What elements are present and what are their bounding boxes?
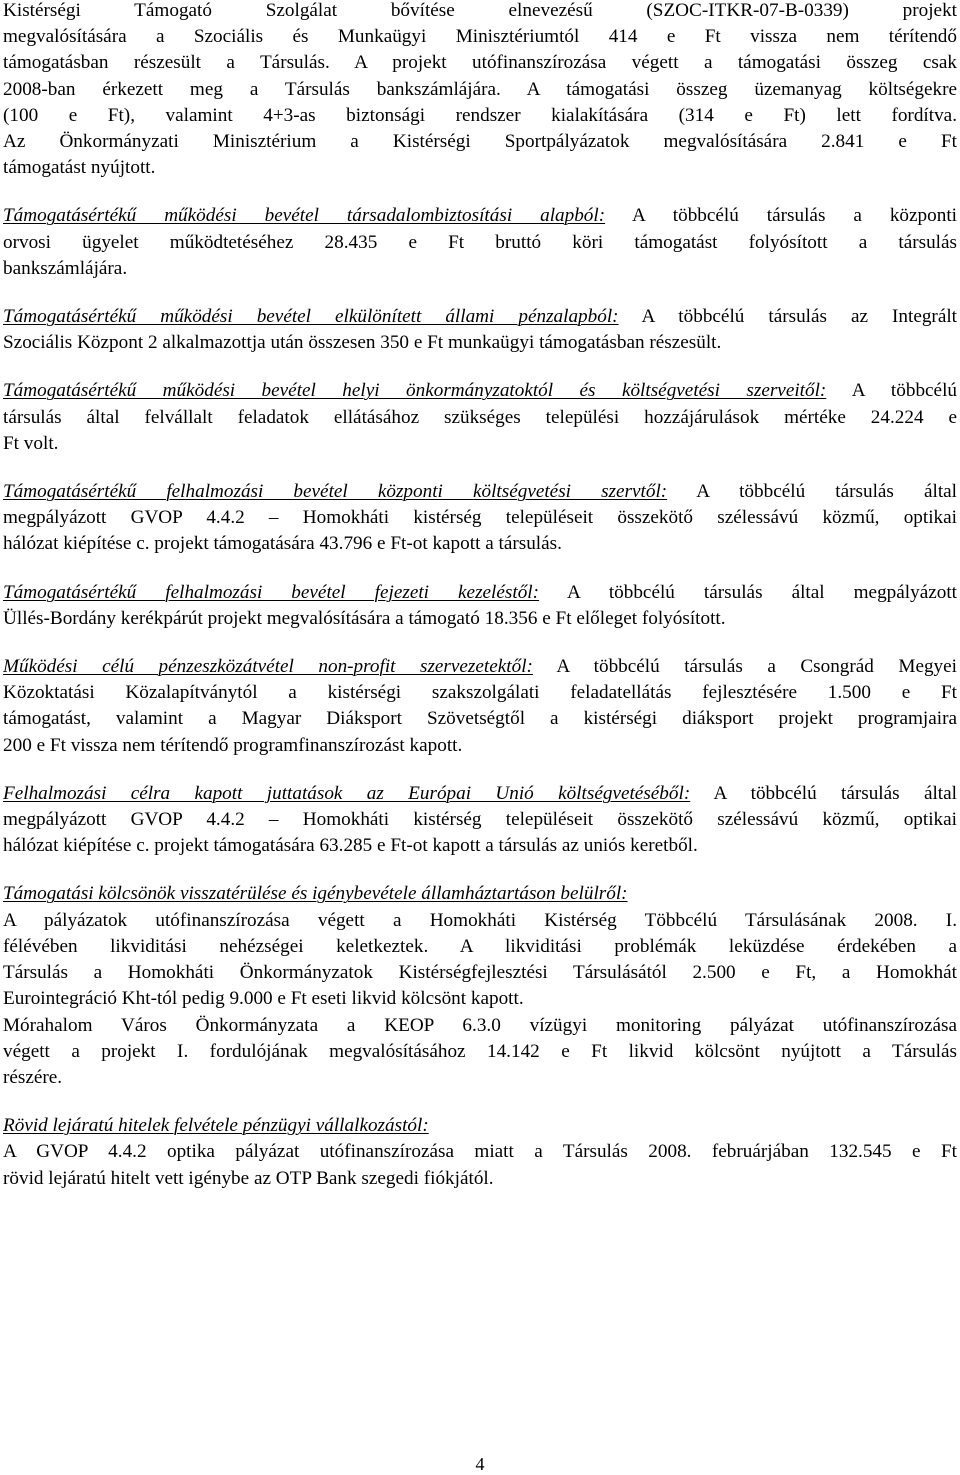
text-line: végett a projekt I. fordulójának megvalósításához 14.142 e Ft likvid kölcsönt nyújtott a Társulás <box>3 1040 957 1062</box>
heading-continuation: A többcélú társulás a központi <box>605 205 957 227</box>
section-heading: Felhalmozási célra kapott juttatások az Európai Unió költségvetéséből: <box>3 782 691 804</box>
section-heading: Támogatásértékű működési bevétel helyi önkormányzatoktól és költségvetési szerveitől: <box>3 380 827 402</box>
heading-continuation: A többcélú társulás a Csongrád Megyei <box>532 656 957 678</box>
text-line <box>3 881 957 907</box>
text-line: Ft volt. <box>3 432 59 454</box>
section-heading: Támogatásértékű működési bevétel társadalombiztosítási alapból: <box>3 205 606 227</box>
page-number: 4 <box>475 1454 485 1474</box>
text-line: Társulás a Homokháti Önkormányzatok Kistérségfejlesztési Társulásától 2.500 e Ft, a Homokhát <box>3 962 957 984</box>
text-line: részére. <box>3 1066 63 1088</box>
text-line: 200 e Ft vissza nem térítendő programfinanszírozást kapott. <box>3 734 463 756</box>
text-line: megpályázott GVOP 4.4.2 – Homokháti kistérség településeit összekötő szélessávú közmű, optikai <box>3 507 957 529</box>
text-line: támogatásban részesült a Társulás. A projekt utófinanszírozása végett a támogatási összeg csak <box>3 52 957 74</box>
paragraph-kozponti-szerv <box>3 479 957 558</box>
text-line <box>3 654 957 680</box>
text-line <box>3 304 957 330</box>
text-line: A GVOP 4.4.2 optika pályázat utófinanszírozása miatt a Társulás 2008. februárjában 132.545 e Ft <box>3 1141 957 1163</box>
section-heading: Támogatásértékű felhalmozási bevétel központi költségvetési szervtől: <box>3 481 668 503</box>
text-line <box>3 580 957 606</box>
text-line: hálózat kiépítése c. projekt támogatására 43.796 e Ft-ot kapott a társulás. <box>3 533 562 555</box>
text-line <box>3 378 957 404</box>
paragraph-non-profit <box>3 654 957 759</box>
paragraph-fejezeti-kezeles <box>3 580 957 632</box>
text-line: Szociális Központ 2 alkalmazottja után összesen 350 e Ft munkaügyi támogatásban részesült. <box>3 332 722 354</box>
paragraph-allami-penzalap <box>3 304 957 356</box>
text-line: megvalósítására a Szociális és Munkaügyi Minisztériumtól 414 e Ft vissza nem térítendő <box>3 26 957 48</box>
text-line: 2008-ban érkezett meg a Társulás bankszámlájára. A támogatási összeg üzemanyag költségekre <box>3 78 957 100</box>
text-line: Kistérségi Támogató Szolgálat bővítése elnevezésű (SZOC-ITKR-07-B-0339) projekt <box>3 0 957 21</box>
text-line: társulás által felvállalt feladatok ellátásához szükséges települési hozzájárulások mértéke 24.224 e <box>3 406 957 428</box>
text-line: támogatást nyújtott. <box>3 157 156 179</box>
text-line: orvosi ügyelet működtetéséhez 28.435 e Ft bruttó köri támogatást folyósított a társulás <box>3 231 957 253</box>
heading-continuation: A többcélú <box>826 380 957 402</box>
text-line: A pályázatok utófinanszírozása végett a Homokháti Kistérség Többcélú Társulásának 2008. I. <box>3 909 957 931</box>
paragraph-rovid-hitelek <box>3 1113 957 1192</box>
paragraph-kolcsonok <box>3 881 957 1091</box>
text-line: félévében likviditási nehézségei keletkeztek. A likviditási problémák leküzdése érdekében a <box>3 935 957 957</box>
text-line: Az Önkormányzati Minisztérium a Kistérségi Sportpályázatok megvalósítására 2.841 e Ft <box>3 131 957 153</box>
document-page <box>3 0 957 1192</box>
text-line: Mórahalom Város Önkormányzata a KEOP 6.3.0 vízügyi monitoring pályázat utófinanszírozása <box>3 1014 957 1036</box>
text-line: támogatást, valamint a Magyar Diáksport Szövetségtől a kistérségi diáksport projekt programjaira <box>3 708 957 730</box>
paragraph-eu <box>3 781 957 860</box>
text-line <box>3 203 957 229</box>
heading-continuation: A többcélú társulás által <box>690 782 957 804</box>
section-heading: Támogatási kölcsönök visszatérülése és igénybevétele államháztartáson belülről: <box>3 883 628 905</box>
text-line: rövid lejáratú hitelt vett igénybe az OTP Bank szegedi fiókjától. <box>3 1167 494 1189</box>
paragraph-intro <box>3 0 957 181</box>
heading-continuation: A többcélú társulás az Integrált <box>618 306 957 328</box>
heading-continuation: A többcélú társulás által megpályázott <box>539 581 957 603</box>
text-line: Eurointegráció Kht-tól pedig 9.000 e Ft eseti likvid kölcsönt kapott. <box>3 988 524 1010</box>
text-line <box>3 479 957 505</box>
heading-continuation: A többcélú társulás által <box>667 481 957 503</box>
text-line: (100 e Ft), valamint 4+3-as biztonsági rendszer kialakítására (314 e Ft) lett fordítva. <box>3 104 957 126</box>
paragraph-tb-alap <box>3 203 957 282</box>
section-heading: Működési célú pénzeszközátvétel non-profit szervezetektől: <box>3 656 533 678</box>
section-heading: Rövid lejáratú hitelek felvétele pénzügyi vállalkozástól: <box>3 1115 429 1137</box>
section-heading: Támogatásértékű működési bevétel elkülönített állami pénzalapból: <box>3 306 619 328</box>
text-line: Üllés-Bordány kerékpárút projekt megvalósítására a támogató 18.356 e Ft előleget folyósított. <box>3 607 726 629</box>
text-line: Közoktatási Közalapítványtól a kistérségi szakszolgálati feladatellátás fejlesztésére 1.500 e Ft <box>3 682 957 704</box>
section-heading: Támogatásértékű felhalmozási bevétel fejezeti kezeléstől: <box>3 581 540 603</box>
text-line <box>3 781 957 807</box>
text-line <box>3 1113 957 1139</box>
text-line: hálózat kiépítése c. projekt támogatására 63.285 e Ft-ot kapott a társulás az uniós keretből. <box>3 835 698 857</box>
paragraph-onkormanyzatok <box>3 378 957 457</box>
text-line: bankszámlájára. <box>3 257 128 279</box>
text-line: megpályázott GVOP 4.4.2 – Homokháti kistérség településeit összekötő szélessávú közmű, optikai <box>3 809 957 831</box>
